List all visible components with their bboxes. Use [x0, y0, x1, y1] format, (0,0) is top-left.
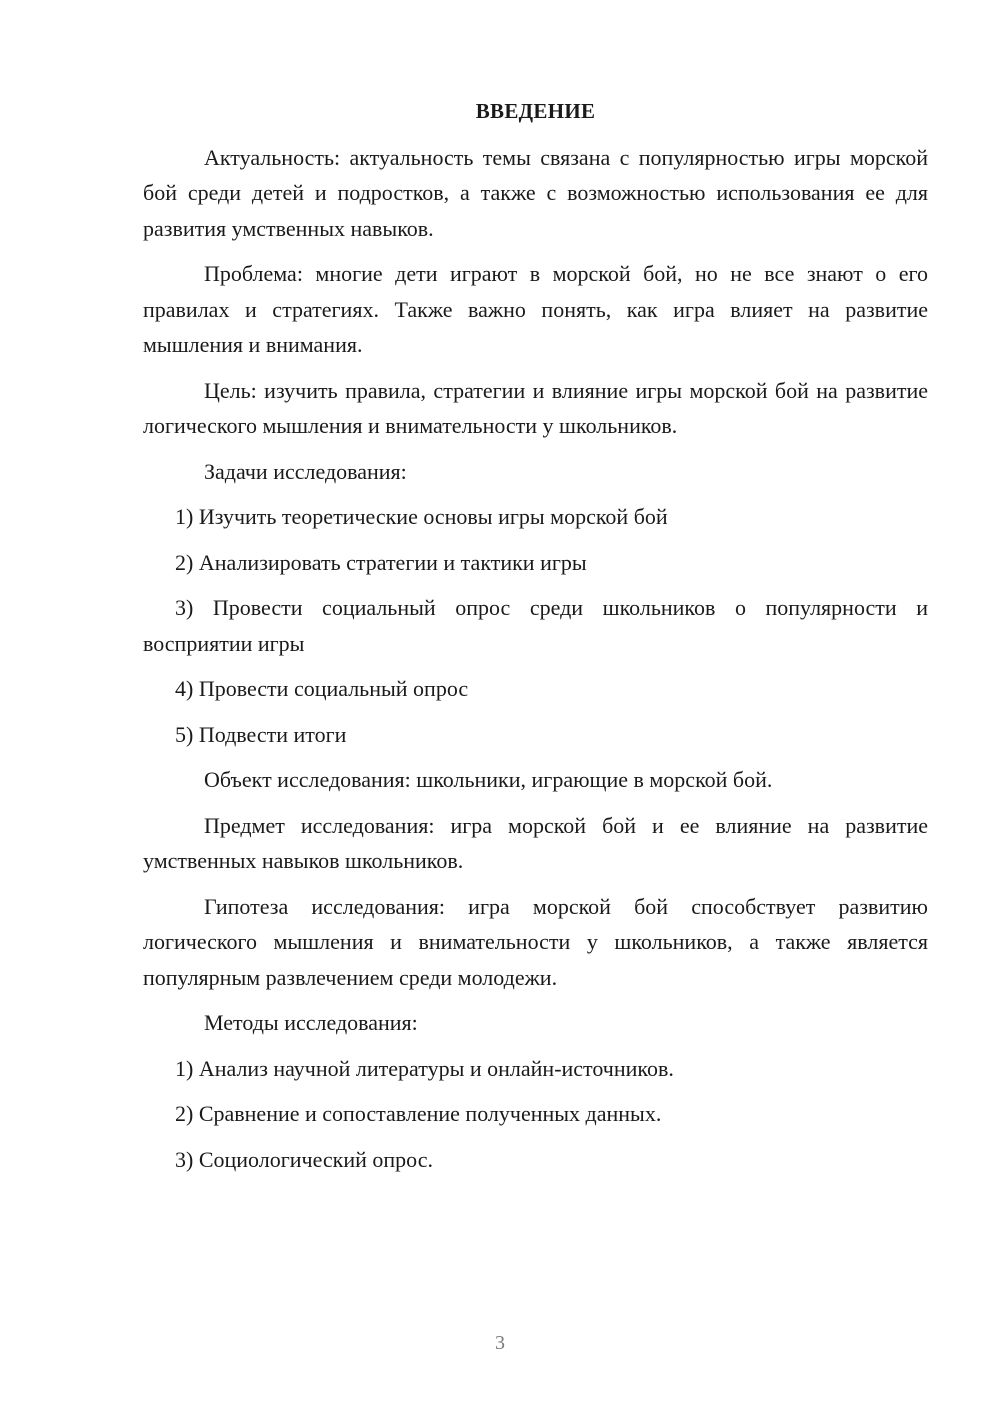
method-item: 3) Социологический опрос.: [175, 1146, 433, 1172]
tasks-heading: Задачи исследования:: [204, 458, 407, 484]
task-item: 4) Провести социальный опрос: [175, 676, 469, 701]
task-item: 1) Изучить теоретические основы игры морской бой: [175, 504, 668, 529]
task-item: 2) Анализировать стратегии и тактики игры: [175, 549, 587, 575]
method-item: 1) Анализ научной литературы и онлайн-источников.: [175, 1055, 674, 1081]
paragraph-subject: Предмет исследования: игра морской бой и ее влияние на развитие умственных навыков школьников.: [143, 812, 928, 873]
paragraph-hypothesis: Гипотеза исследования: игра морской бой способствует развитию логического мышления и внимательности у школьников, а также является популярным развлечением среди молодежи.: [143, 893, 928, 990]
methods-heading: Методы исследования:: [204, 1010, 418, 1035]
task-item: 5) Подвести итоги: [175, 721, 347, 747]
paragraph-problem: Проблема: многие дети играют в морской бой, но не все знают о его правилах и стратегиях. Также важно понять, как игра влияет на развитие мышления и внимания.: [143, 261, 928, 357]
task-item: 3) Провести социальный опрос среди школьников о популярности и восприятии игры: [143, 595, 928, 656]
page-content: [143, 94, 928, 1187]
section-title: ВВЕДЕНИЕ: [475, 99, 596, 123]
method-item: 2) Сравнение и сопоставление полученных данных.: [175, 1101, 662, 1126]
paragraph-object: Объект исследования: школьники, играющие в морской бой.: [204, 767, 773, 792]
page-number: 3: [495, 1332, 505, 1354]
paragraph-goal: Цель: изучить правила, стратегии и влияние игры морской бой на развитие логического мышления и внимательности у школьников.: [143, 377, 928, 438]
paragraph-relevance: Актуальность: актуальность темы связана с популярностью игры морской бой среди детей и подростков, а также с возможностью использования ее для развития умственных навыков.: [143, 144, 928, 241]
